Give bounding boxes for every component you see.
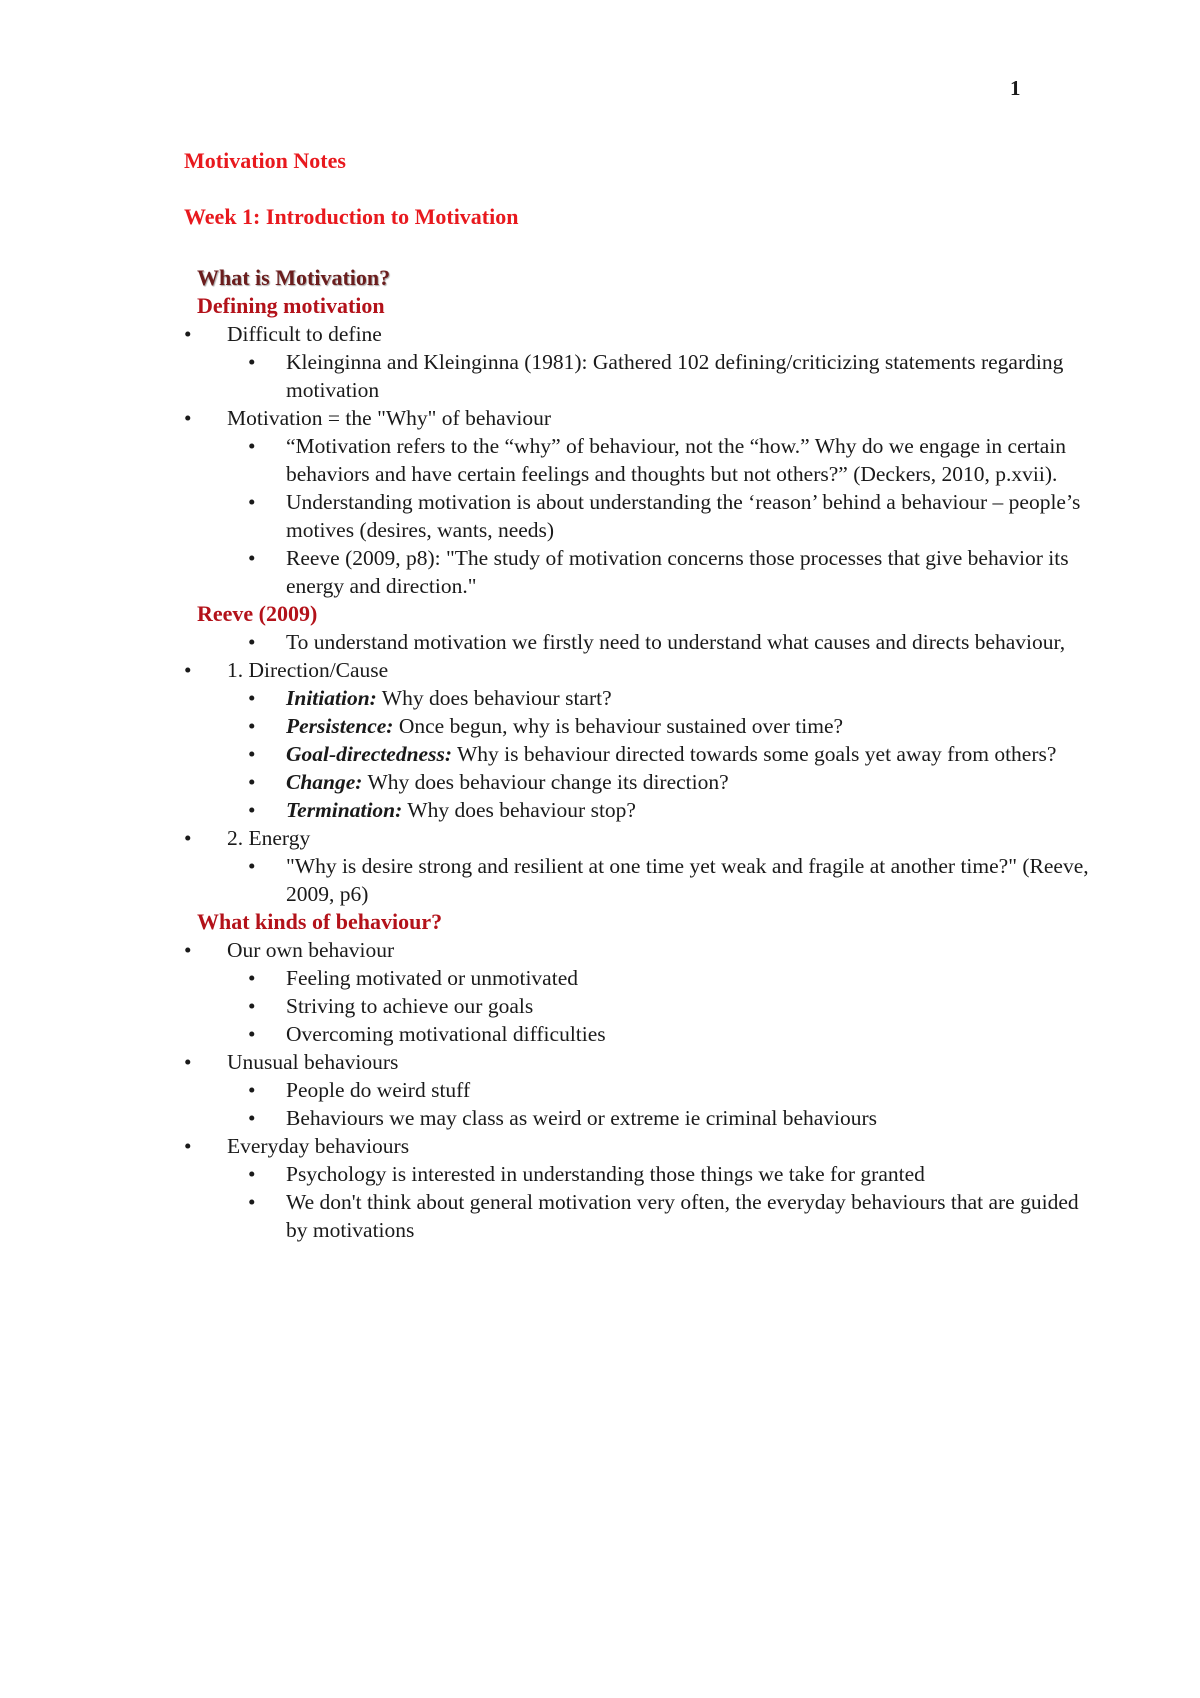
list-item-text: Difficult to define (227, 322, 382, 346)
list-item-text: Why is behaviour directed towards some goals yet away from others? (452, 742, 1057, 766)
sub-list-item (184, 1076, 1104, 1104)
sub-list-item (184, 852, 1104, 908)
list-item-text: “Motivation refers to the “why” of behaviour, not the “how.” Why do we engage in certain behaviors and have certain feelings and thoughts but not others?” (Deckers, 2010, p.xvii). (286, 434, 1067, 486)
bullet-icon: • (248, 686, 256, 710)
bullet-icon: • (184, 658, 192, 682)
sub-list-item (184, 488, 1104, 544)
bullet-icon: • (248, 1078, 256, 1102)
bullet-icon: • (248, 798, 256, 822)
list-item-text: Why does behaviour stop? (402, 798, 636, 822)
sub-list-item (184, 740, 1104, 768)
heading-reeve-2009: Reeve (2009) (197, 601, 318, 626)
bullet-icon: • (248, 1162, 256, 1186)
document-title: Motivation Notes (184, 148, 346, 173)
sub-list-item (184, 1188, 1104, 1244)
list-item-text: Motivation = the "Why" of behaviour (227, 406, 552, 430)
list-item-text: 1. Direction/Cause (227, 658, 389, 682)
notes-body (184, 264, 1104, 1244)
bullet-icon: • (248, 490, 256, 514)
list-item (184, 1048, 1104, 1076)
bullet-icon: • (248, 854, 256, 878)
list-item-text: Behaviours we may class as weird or extreme ie criminal behaviours (286, 1106, 878, 1130)
sub-list-item (184, 712, 1104, 740)
list-item (184, 320, 1104, 348)
bullet-icon: • (248, 434, 256, 458)
list-item-text: Overcoming motivational difficulties (286, 1022, 606, 1046)
bullet-icon: • (184, 406, 192, 430)
sub-list-item (184, 544, 1104, 600)
bullet-icon: • (248, 966, 256, 990)
bullet-icon: • (248, 350, 256, 374)
bullet-icon: • (184, 322, 192, 346)
list-item-text: Kleinginna and Kleinginna (1981): Gathered 102 defining/criticizing statements regarding motivation (286, 350, 1064, 402)
sub-list-item (184, 684, 1104, 712)
sub-list-item (184, 1020, 1104, 1048)
list-item-text: To understand motivation we firstly need to understand what causes and directs behaviour, (286, 630, 1066, 654)
page-number: 1 (1010, 76, 1021, 100)
list-item-text: Understanding motivation is about understanding the ‘reason’ behind a behaviour – people’s motives (desires, wants, needs) (286, 490, 1081, 542)
list-item (184, 936, 1104, 964)
bullet-icon: • (248, 546, 256, 570)
list-item-text: Feeling motivated or unmotivated (286, 966, 578, 990)
list-item-text: 2. Energy (227, 826, 311, 850)
list-item-text: Reeve (2009, p8): "The study of motivation concerns those processes that give behavior its energy and direction." (286, 546, 1069, 598)
bullet-icon: • (184, 1050, 192, 1074)
sub-list-item (184, 628, 1104, 656)
list-item-text: Everyday behaviours (227, 1134, 410, 1158)
heading-what-is-motivation: What is Motivation? (197, 265, 391, 290)
bullet-icon: • (248, 1022, 256, 1046)
list-item (184, 656, 1104, 684)
bullet-icon: • (184, 938, 192, 962)
term-initiation: Initiation: (286, 686, 377, 710)
week-heading: Week 1: Introduction to Motivation (184, 204, 519, 229)
sub-list-item (184, 432, 1104, 488)
heading-what-kinds-of-behaviour: What kinds of behaviour? (197, 909, 443, 934)
bullet-icon: • (248, 630, 256, 654)
sub-list-item (184, 796, 1104, 824)
sub-list-item (184, 992, 1104, 1020)
term-goal-directedness: Goal-directedness: (286, 742, 452, 766)
term-persistence: Persistence: (286, 714, 394, 738)
list-item (184, 1132, 1104, 1160)
term-change: Change: (286, 770, 363, 794)
list-item (184, 404, 1104, 432)
list-item-text: Why does behaviour change its direction? (362, 770, 729, 794)
sub-list-item (184, 1104, 1104, 1132)
heading-defining-motivation: Defining motivation (197, 293, 385, 318)
sub-list-item (184, 1160, 1104, 1188)
list-item (184, 824, 1104, 852)
list-item-text: Psychology is interested in understanding those things we take for granted (286, 1162, 925, 1186)
list-item-text: Once begun, why is behaviour sustained over time? (393, 714, 844, 738)
list-item-text: People do weird stuff (286, 1078, 471, 1102)
bullet-icon: • (248, 994, 256, 1018)
list-item-text: Our own behaviour (227, 938, 395, 962)
bullet-icon: • (184, 826, 192, 850)
list-item-text: Why does behaviour start? (376, 686, 612, 710)
bullet-icon: • (248, 770, 256, 794)
bullet-icon: • (248, 714, 256, 738)
sub-list-item (184, 348, 1104, 404)
bullet-icon: • (248, 1190, 256, 1214)
term-termination: Termination: (286, 798, 403, 822)
list-item-text: "Why is desire strong and resilient at one time yet weak and fragile at another time?" (Reeve, 2009, p6) (286, 854, 1089, 906)
bullet-icon: • (248, 742, 256, 766)
list-item-text: We don't think about general motivation very often, the everyday behaviours that are guided by motivations (286, 1190, 1079, 1242)
bullet-icon: • (184, 1134, 192, 1158)
list-item-text: Striving to achieve our goals (286, 994, 534, 1018)
list-item-text: Unusual behaviours (227, 1050, 399, 1074)
sub-list-item (184, 768, 1104, 796)
bullet-icon: • (248, 1106, 256, 1130)
sub-list-item (184, 964, 1104, 992)
